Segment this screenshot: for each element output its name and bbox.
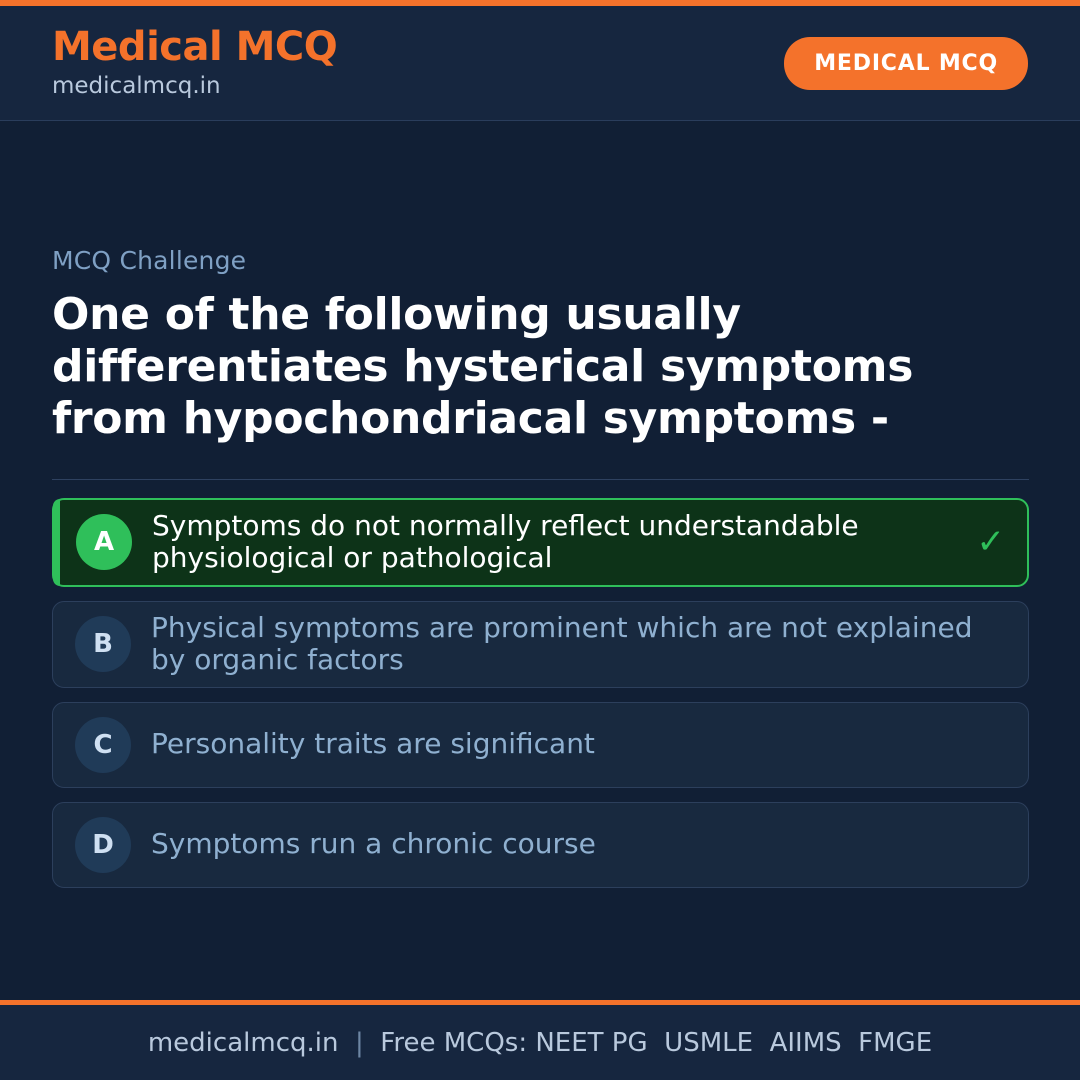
footer-label: Free MCQs: [380, 1027, 528, 1058]
option-b[interactable] [52, 601, 1029, 688]
option-c-badge: C [75, 717, 131, 773]
header-bar [0, 6, 1080, 121]
options-list [52, 498, 1028, 888]
divider [52, 479, 1029, 480]
footer-wrapper [0, 1000, 1080, 1080]
option-b-badge: B [75, 616, 131, 672]
brand-title: Medical MCQ [52, 24, 338, 71]
main-content [0, 121, 1080, 1000]
question-text: One of the following usually differentiates hysterical symptoms from hypochondriacal symptoms - [52, 289, 914, 444]
footer-exam-tags: NEET PG USMLE AIIMS FMGE [535, 1027, 933, 1058]
footer-site: medicalmcq.in [147, 1027, 339, 1058]
check-icon: ✓ [976, 522, 1005, 563]
option-d-badge: D [75, 817, 131, 873]
option-b-label: Physical symptoms are prominent which are not explained by organic factors [151, 610, 973, 677]
option-a-label: Symptoms do not normally reflect understandable physiological or pathological [152, 508, 859, 575]
footer-bar [0, 1005, 1080, 1080]
option-a[interactable] [52, 498, 1029, 587]
section-eyebrow: MCQ Challenge [52, 246, 247, 275]
option-a-badge: A [76, 514, 132, 570]
option-d-label: Symptoms run a chronic course [151, 827, 596, 861]
footer-space [527, 1028, 535, 1058]
footer-separator: | [338, 1027, 381, 1058]
brand-subtitle: medicalmcq.in [52, 73, 221, 100]
option-c-label: Personality traits are significant [151, 727, 595, 761]
option-d[interactable] [52, 802, 1029, 888]
brand-block [52, 26, 337, 99]
option-c[interactable] [52, 702, 1029, 788]
header-badge: MEDICAL MCQ [784, 37, 1028, 90]
